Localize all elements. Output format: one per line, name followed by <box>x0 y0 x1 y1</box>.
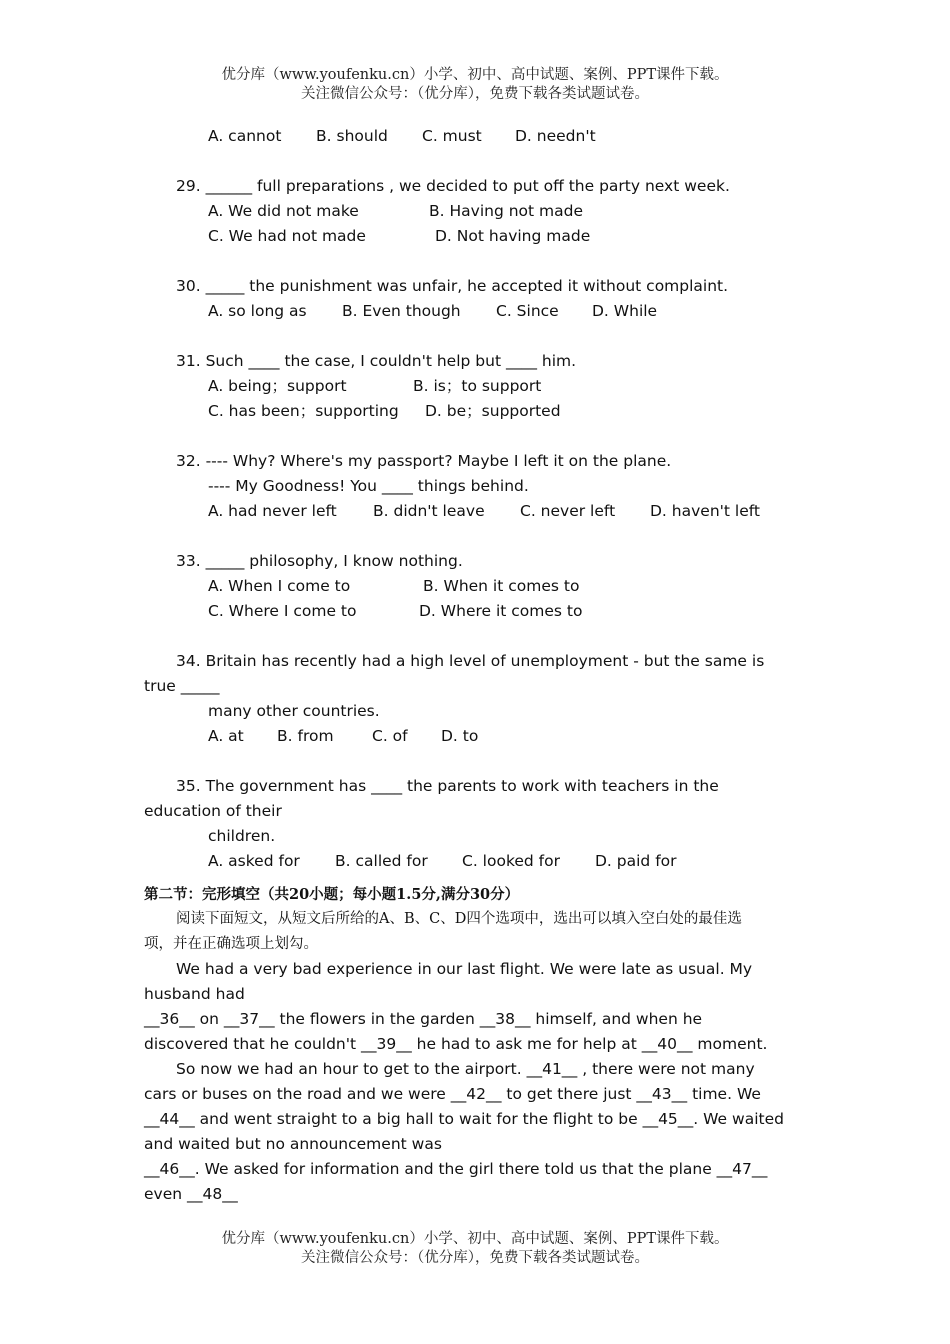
q34-option-c: C. of <box>372 727 408 745</box>
q31-option-c: C. has been；supporting <box>208 402 399 420</box>
q28-options <box>144 124 806 149</box>
q32-stem-reply: ---- My Goodness! You ____ things behind. <box>208 477 529 495</box>
document-body <box>144 124 806 1207</box>
q30-option-c: C. Since <box>496 302 559 320</box>
passage-line-1: We had a very bad experience in our last flight. We were late as usual. My <box>176 960 753 978</box>
passage-line-8: and waited but no announcement was <box>144 1135 442 1153</box>
q32-stem: 32. ---- Why? Where's my passport? Maybe I left it on the plane. <box>176 452 672 470</box>
q34-option-d: D. to <box>441 727 479 745</box>
passage-line-3: __36__ on __37__ the flowers in the garden __38__ himself, and when he <box>144 1010 703 1028</box>
q35-stem-wrap: education of their <box>144 802 282 820</box>
q34-options <box>144 724 806 749</box>
q28-option-a: A. cannot <box>208 127 282 145</box>
q33-options-row2 <box>144 599 806 624</box>
passage-line-4: discovered that he couldn't __39__ he had to ask me for help at __40__ moment. <box>144 1035 768 1053</box>
q29-option-b: B. Having not made <box>429 202 583 220</box>
q35-options <box>144 849 806 874</box>
q35-option-b: B. called for <box>335 852 428 870</box>
q30-stem: 30. _____ the punishment was unfair, he accepted it without complaint. <box>176 277 729 295</box>
footer-line-2: 关注微信公众号：（优分库），免费下载各类试题试卷。 <box>301 1250 649 1266</box>
q29-stem: 29. ______ full preparations , we decided to put off the party next week. <box>176 177 730 195</box>
q32-option-a: A. had never left <box>208 502 337 520</box>
q30-options <box>144 299 806 324</box>
q33-options-row1 <box>144 574 806 599</box>
q29-option-a: A. We did not make <box>208 202 359 220</box>
q30-option-a: A. so long as <box>208 302 307 320</box>
section-2-title: 第二节：完形填空（共20小题；每小题1.5分,满分30分） <box>144 886 520 903</box>
q33-option-b: B. When it comes to <box>423 577 580 595</box>
q30-option-d: D. While <box>592 302 658 320</box>
passage-line-10: even __48__ <box>144 1185 238 1203</box>
q35-stem-cont: children. <box>208 827 276 845</box>
passage-line-2: husband had <box>144 985 245 1003</box>
q34-stem-wrap: true _____ <box>144 677 220 695</box>
q35-option-a: A. asked for <box>208 852 300 870</box>
q29-options-row1 <box>144 199 806 224</box>
q31-options-row1 <box>144 374 806 399</box>
section-2-instruction: 阅读下面短文，从短文后所给的A、B、C、D四个选项中，选出可以填入空白处的最佳选 <box>176 911 742 927</box>
passage-line-5: So now we had an hour to get to the airport. __41__ , there were not many <box>176 1060 755 1078</box>
section-2-instruction-cont: 项，并在正确选项上划勾。 <box>144 936 318 952</box>
q28-option-d: D. needn't <box>515 127 596 145</box>
q33-option-a: A. When I come to <box>208 577 351 595</box>
q35-option-d: D. paid for <box>595 852 677 870</box>
page-footer <box>0 1230 950 1268</box>
q28-option-c: C. must <box>422 127 482 145</box>
q32-options <box>144 499 806 524</box>
q32-option-d: D. haven't left <box>650 502 761 520</box>
q29-option-c: C. We had not made <box>208 227 366 245</box>
q29-option-d: D. Not having made <box>435 227 591 245</box>
q34-stem: 34. Britain has recently had a high level of unemployment - but the same is <box>176 652 765 670</box>
q28-option-b: B. should <box>316 127 388 145</box>
q34-option-b: B. from <box>277 727 334 745</box>
q29-options-row2 <box>144 224 806 249</box>
footer-line-1: 优分库（www.youfenku.cn）小学、初中、高中试题、案例、PPT课件下载。 <box>221 1231 729 1247</box>
passage-line-9: __46__. We asked for information and the girl there told us that the plane __47__ <box>144 1160 768 1178</box>
q33-stem: 33. _____ philosophy, I know nothing. <box>176 552 463 570</box>
q33-option-d: D. Where it comes to <box>419 602 583 620</box>
header-line-1: 优分库（www.youfenku.cn）小学、初中、高中试题、案例、PPT课件下载。 <box>221 67 729 83</box>
q34-option-a: A. at <box>208 727 244 745</box>
q31-option-a: A. being；support <box>208 377 347 395</box>
q35-stem: 35. The government has ____ the parents to work with teachers in the <box>176 777 719 795</box>
q30-option-b: B. Even though <box>342 302 461 320</box>
header-line-2: 关注微信公众号：（优分库），免费下载各类试题试卷。 <box>301 86 649 102</box>
page-header <box>0 66 950 104</box>
q32-option-b: B. didn't leave <box>373 502 485 520</box>
passage-line-7: __44__ and went straight to a big hall to wait for the flight to be __45__. We waited <box>144 1110 784 1128</box>
q31-options-row2 <box>144 399 806 424</box>
q32-option-c: C. never left <box>520 502 616 520</box>
passage-line-6: cars or buses on the road and we were __42__ to get there just __43__ time. We <box>144 1085 761 1103</box>
q34-stem-cont: many other countries. <box>208 702 380 720</box>
q31-stem: 31. Such ____ the case, I couldn't help but ____ him. <box>176 352 577 370</box>
q31-option-d: D. be；supported <box>425 402 561 420</box>
q35-option-c: C. looked for <box>462 852 560 870</box>
q31-option-b: B. is；to support <box>413 377 542 395</box>
q33-option-c: C. Where I come to <box>208 602 357 620</box>
